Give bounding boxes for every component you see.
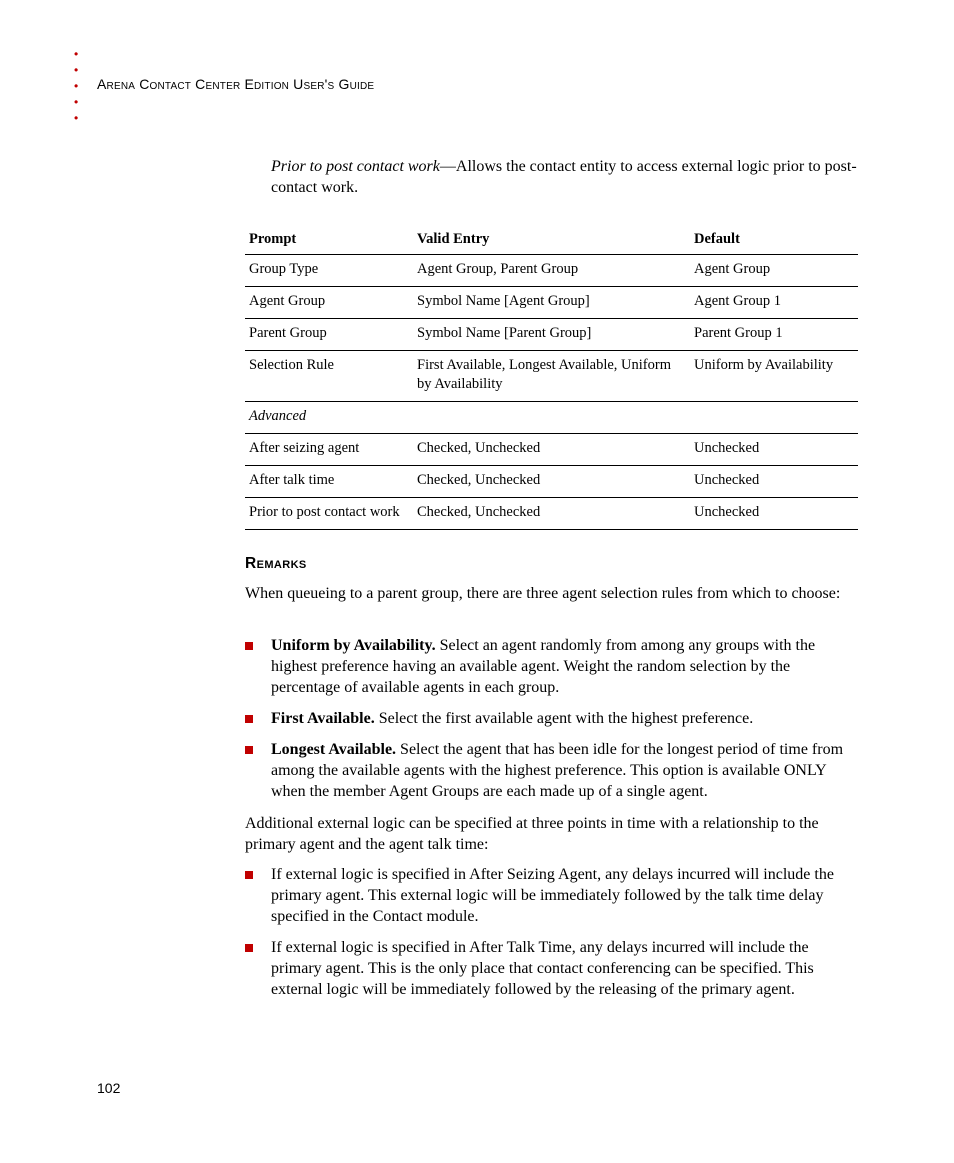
rule-text: Select the first available agent with the highest preference. — [374, 710, 754, 727]
square-bullet-icon — [245, 871, 253, 879]
bullet-dot-icon: • — [74, 111, 79, 125]
rule-text: Select the agent that has been idle for the longest period of time from among the available agents with the highest preference. This option is available ONLY when the member Agent Groups are each made up of a single agent. — [271, 741, 844, 800]
table-cell: Parent Group — [245, 319, 413, 351]
bullet-dot-icon: • — [74, 63, 79, 77]
margin-bullets — [74, 46, 82, 126]
list-item — [245, 937, 857, 1000]
list-item — [245, 739, 857, 802]
square-bullet-icon — [245, 746, 253, 754]
table-cell: Agent Group — [690, 255, 858, 287]
table-row — [245, 466, 858, 498]
table-cell: Prior to post contact work — [245, 498, 413, 530]
intro-text: —Allows the contact entity to access external logic prior to post-contact work. — [271, 158, 857, 196]
table-cell: Agent Group, Parent Group — [413, 255, 690, 287]
rule-term: Uniform by Availability. — [271, 637, 436, 654]
column-header-valid-entry: Valid Entry — [413, 228, 690, 255]
table-cell: First Available, Longest Available, Uniform by Availability — [413, 351, 690, 402]
bullet-dot-icon: • — [74, 47, 79, 61]
table-row — [245, 287, 858, 319]
table-cell: Selection Rule — [245, 351, 413, 402]
column-header-prompt: Prompt — [245, 228, 413, 255]
intro-italic-lead: Prior to post contact work — [271, 158, 440, 175]
table-cell — [413, 402, 690, 434]
column-header-default: Default — [690, 228, 858, 255]
selection-rules-list — [245, 635, 857, 812]
table-header-row — [245, 228, 858, 255]
remarks-paragraph: When queueing to a parent group, there are three agent selection rules from which to choose: — [245, 585, 841, 602]
parameters-table — [245, 228, 858, 530]
table-cell: Unchecked — [690, 466, 858, 498]
list-item — [245, 864, 857, 927]
rule-text: Select an agent randomly from among any groups with the highest preference having an available agent. Weight the random selection by the percentage of available agents in each group. — [271, 637, 816, 696]
page-number: 102 — [97, 1080, 121, 1096]
intro-paragraph — [271, 156, 861, 198]
table-row — [245, 255, 858, 287]
square-bullet-icon — [245, 715, 253, 723]
point-text: If external logic is specified in After Seizing Agent, any delays incurred will include the primary agent. This external logic will be immediately followed by the talk time delay specified in the Contact module. — [271, 866, 834, 925]
table-cell: Parent Group 1 — [690, 319, 858, 351]
table-cell: After talk time — [245, 466, 413, 498]
table-cell: Checked, Unchecked — [413, 466, 690, 498]
table-cell: Checked, Unchecked — [413, 434, 690, 466]
running-head: Arena Contact Center Edition User's Guide — [97, 76, 375, 92]
external-logic-list — [245, 864, 857, 1010]
table-cell — [690, 402, 858, 434]
list-item — [245, 635, 857, 698]
table-cell: Checked, Unchecked — [413, 498, 690, 530]
table-row — [245, 319, 858, 351]
point-text: If external logic is specified in After Talk Time, any delays incurred will include the primary agent. This is the only place that contact conferencing can be specified. This external logic will be immediately followed by the releasing of the primary agent. — [271, 939, 814, 998]
table-cell: Unchecked — [690, 434, 858, 466]
list-item — [245, 708, 857, 729]
table-cell: After seizing agent — [245, 434, 413, 466]
table-cell: Unchecked — [690, 498, 858, 530]
table-cell: Agent Group — [245, 287, 413, 319]
bullet-dot-icon: • — [74, 79, 79, 93]
table-cell: Symbol Name [Agent Group] — [413, 287, 690, 319]
table-section-label: Advanced — [245, 402, 413, 434]
table-row — [245, 434, 858, 466]
square-bullet-icon — [245, 944, 253, 952]
table-row-section — [245, 402, 858, 434]
table-cell: Uniform by Availability — [690, 351, 858, 402]
table-cell: Group Type — [245, 255, 413, 287]
remarks-paragraph-2: Additional external logic can be specified at three points in time with a relationship to the primary agent and the agent talk time: — [245, 815, 819, 853]
table-cell: Agent Group 1 — [690, 287, 858, 319]
rule-term: First Available. — [271, 710, 375, 727]
square-bullet-icon — [245, 642, 253, 650]
remarks-heading: Remarks — [245, 555, 307, 572]
table-row — [245, 498, 858, 530]
bullet-dot-icon: • — [74, 95, 79, 109]
table-row — [245, 351, 858, 402]
table-cell: Symbol Name [Parent Group] — [413, 319, 690, 351]
rule-term: Longest Available. — [271, 741, 397, 758]
